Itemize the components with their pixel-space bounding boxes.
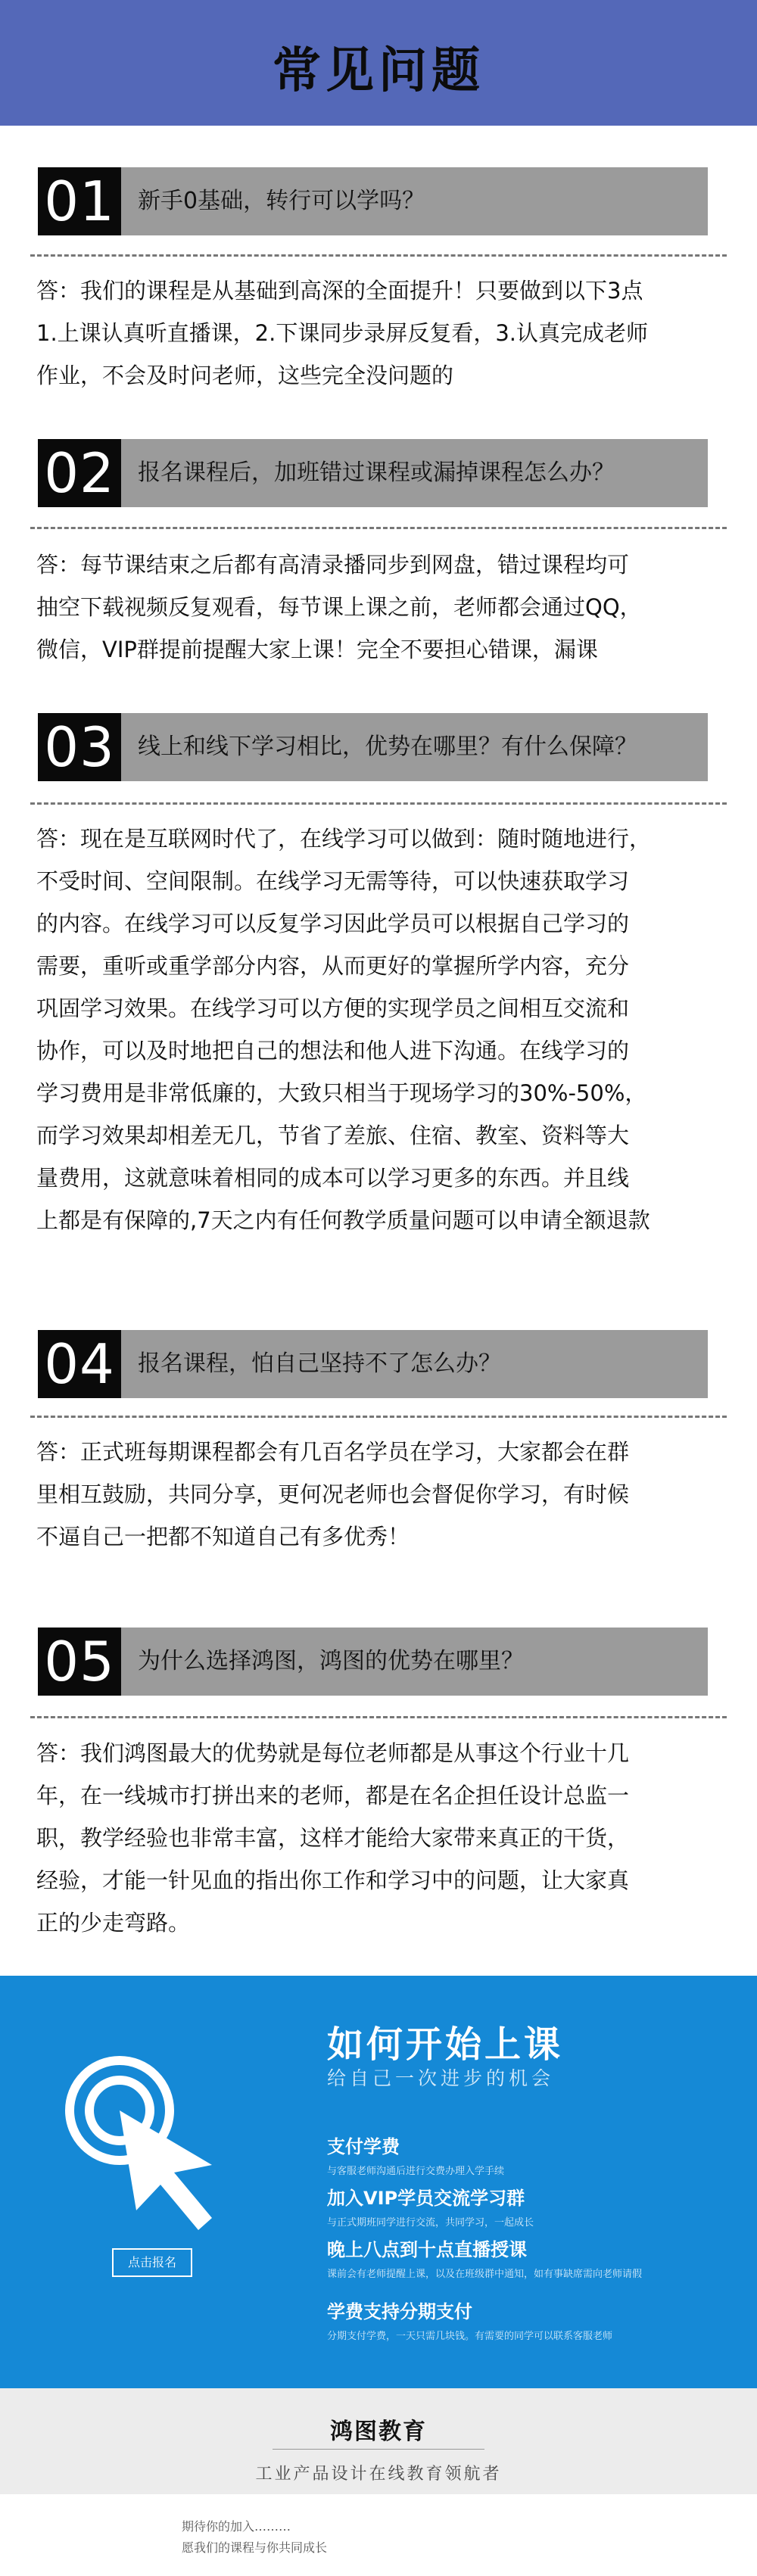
step-desc: 与正式期班同学进行交流，共同学习，一起成长 — [327, 2217, 534, 2229]
step-desc: 分期支付学费，一天只需几块钱。有需要的同学可以联系客服老师 — [327, 2331, 613, 2342]
step-item — [327, 2235, 642, 2280]
step-title: 加入VIP学员交流学习群 — [327, 2188, 525, 2209]
step-item — [327, 2297, 612, 2342]
step-desc: 课前会有老师提醒上课，以及在班级群中通知，如有事缺席需向老师请假 — [327, 2269, 643, 2280]
question-text: 报名课程后，加班错过课程或漏掉课程怎么办？ — [138, 459, 615, 486]
question-bar — [38, 1628, 708, 1696]
promo-subtitle: 给自己一次进步的机会 — [327, 2067, 555, 2089]
how-to-start-section — [0, 1976, 757, 2388]
answer-text: 答：现在是互联网时代了，在线学习可以做到：随时随地进行， 不受时间、空间限制。在线学习无需等待，可以快速获取学习 的内容。在线学习可以反复学习因此学员可以根据自己学习的 需要，重听或重学部分内容，从而更好的掌握所学内容，充分 巩固学习效果。在线学习可以方便的实现学员之间相互交流和 协作，可以及时地把自己的想法和他人进下沟通。在线学习的 学习费用是非常低廉的，大致只相当于现场学习的30%-50%， 而学习效果却相差无几，节省了差旅、住宿、教室、资料等大 量费用，这就意味着相同的成本可以学习更多的东西。并且线 上都是有保障的,7天之内有任何教学质量问题可以申请全额退款 — [36, 826, 652, 1233]
divider — [30, 527, 727, 529]
question-text: 线上和线下学习相比，优势在哪里？有什么保障？ — [138, 734, 637, 760]
question-bar — [38, 1330, 708, 1398]
answer-text: 答：我们鸿图最大的优势就是每位老师都是从事这个行业十几 年，在一线城市打拼出来的老师，都是在名企担任设计总监一 职，教学经验也非常丰富，这样才能给大家带来真正的干货， 经验，才能一针见血的指出你工作和学习中的问题，让大家真 正的少走弯路。 — [36, 1740, 630, 1936]
question-number: 04 — [38, 1330, 121, 1398]
step-title: 晚上八点到十点直播授课 — [327, 2239, 527, 2260]
page-title: 常见问题 — [273, 43, 484, 99]
question-number: 01 — [38, 167, 121, 235]
step-title: 学费支持分期支付 — [327, 2301, 472, 2322]
answer-text: 答：每节课结束之后都有高清录播同步到网盘，错过课程均可 抽空下载视频反复观看，每节课上课之前，老师都会通过QQ， 微信，VIP群提前提醒大家上课！完全不要担心错课，漏课 — [36, 552, 642, 662]
page-header — [0, 0, 757, 126]
divider — [30, 1416, 727, 1418]
question-bar — [38, 713, 708, 781]
question-number: 05 — [38, 1628, 121, 1696]
question-number: 02 — [38, 439, 121, 507]
closing-message — [0, 2494, 757, 2576]
brand-name: 鸿图教育 — [330, 2419, 427, 2445]
brand-tagline: 工业产品设计在线教育领航者 — [255, 2465, 502, 2484]
step-desc: 与客服老师沟通后进行交费办理入学手续 — [327, 2166, 505, 2177]
answer-text: 答：正式班每期课程都会有几百名学员在学习，大家都会在群 里相互鼓励，共同分享，更何况老师也会督促你学习，有时候 不逼自己一把都不知道自己有多优秀！ — [36, 1439, 630, 1550]
question-text: 报名课程，怕自己坚持不了怎么办？ — [138, 1350, 501, 1377]
question-number: 03 — [38, 713, 121, 781]
closing-line-1: 期待你的加入……… — [182, 2519, 291, 2534]
divider — [30, 802, 727, 805]
question-text: 新手0基础，转行可以学吗？ — [138, 188, 425, 214]
divider — [30, 254, 727, 257]
divider — [30, 1716, 727, 1718]
footer — [0, 2388, 757, 2494]
divider — [273, 2449, 484, 2450]
step-item — [327, 2183, 534, 2229]
cursor-click-icon — [61, 2051, 242, 2233]
signup-button[interactable]: 点击报名 — [112, 2248, 192, 2277]
promo-title: 如何开始上课 — [327, 2023, 564, 2066]
closing-line-2: 愿我们的课程与你共同成长 — [182, 2540, 328, 2555]
question-text: 为什么选择鸿图，鸿图的优势在哪里？ — [138, 1648, 524, 1674]
step-title: 支付学费 — [327, 2136, 400, 2157]
question-bar — [38, 439, 708, 507]
step-item — [327, 2132, 504, 2177]
answer-text: 答：我们的课程是从基础到高深的全面提升！只要做到以下3点 1.上课认真听直播课，2.下课同步录屏反复看，3.认真完成老师 作业，不会及时问老师，这些完全没问题的 — [36, 278, 649, 388]
question-bar — [38, 167, 708, 235]
